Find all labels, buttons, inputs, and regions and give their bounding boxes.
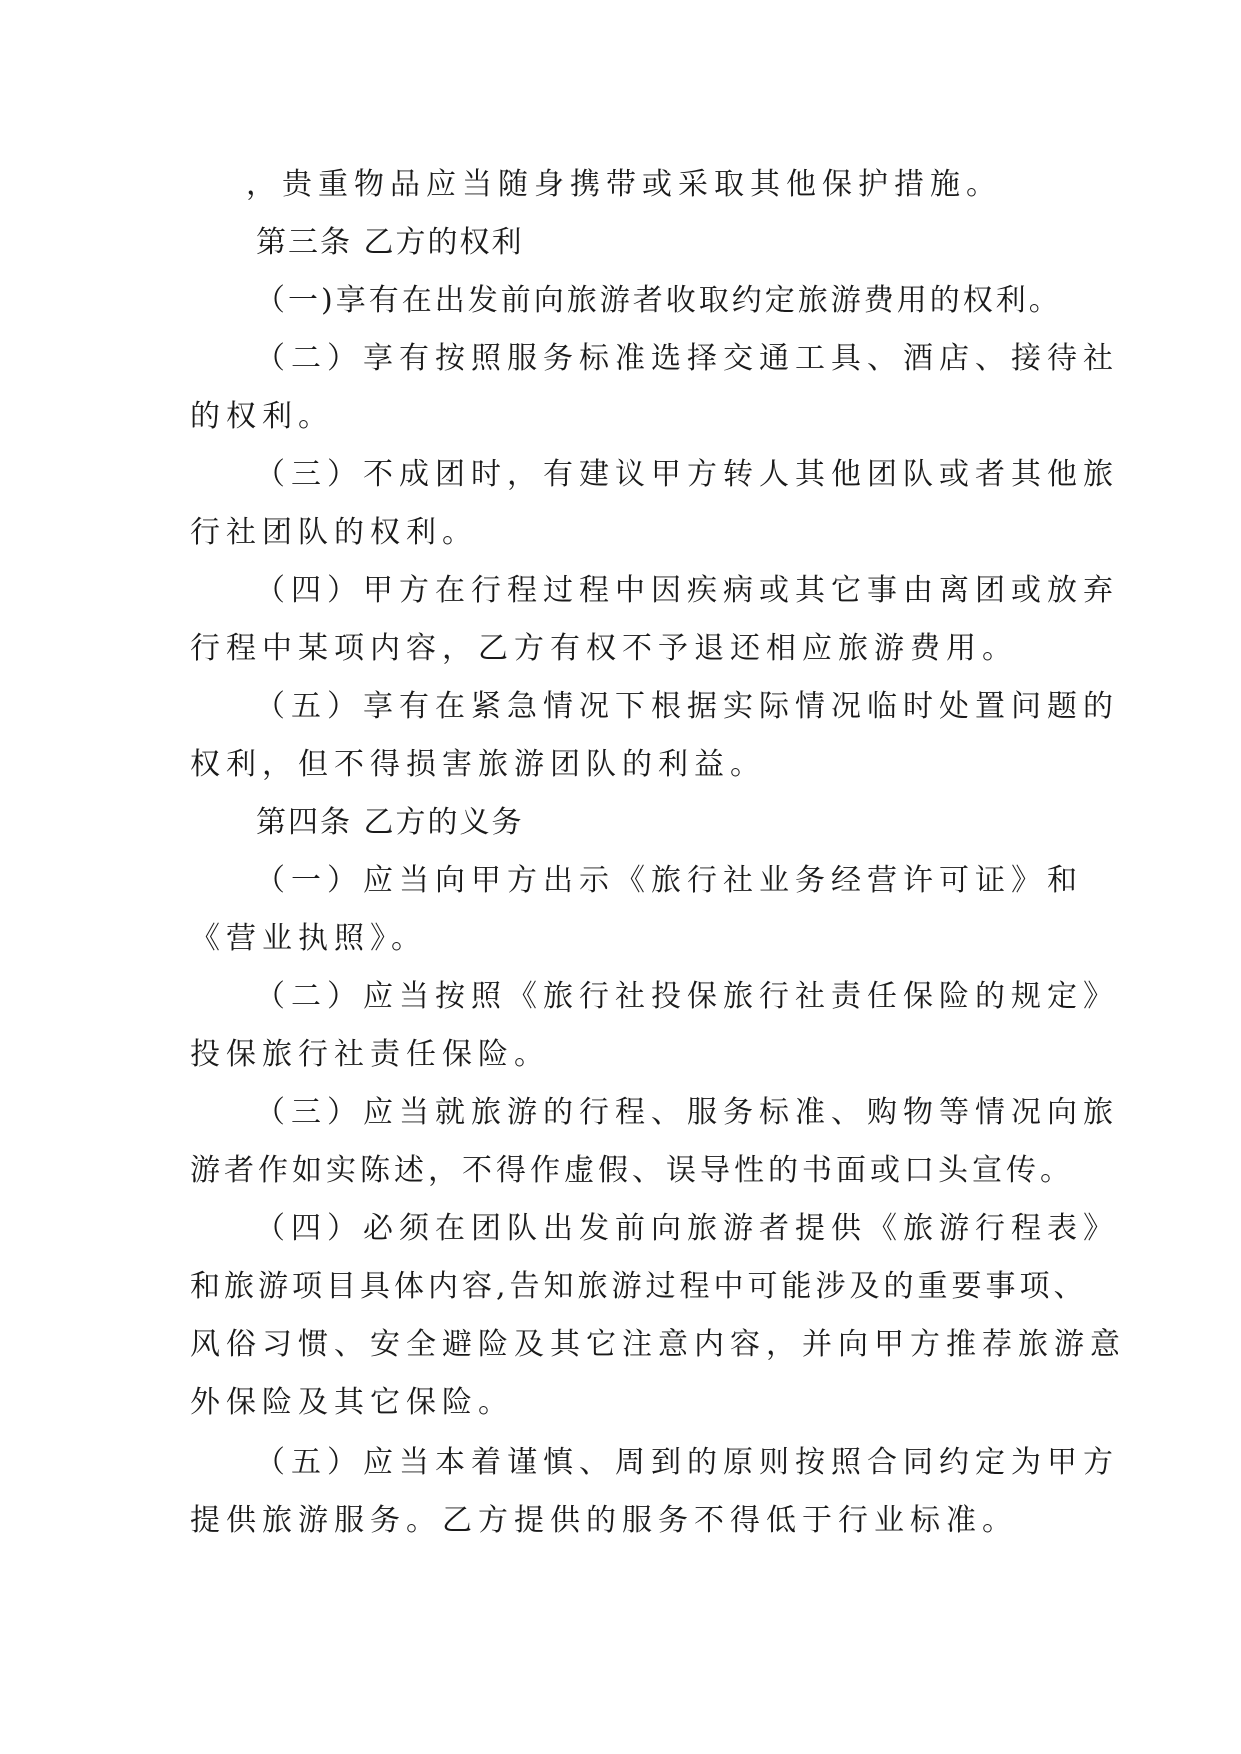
text-line: 《营业执照》。 (190, 921, 427, 956)
text-line: 风俗习惯、安全避险及其它注意内容，并向甲方推荐旅游意 (190, 1327, 1126, 1362)
text-line: 外保险及其它保险。 (190, 1385, 514, 1420)
text-line: 和旅游项目具体内容,告知旅游过程中可能涉及的重要事项、 (190, 1269, 1088, 1304)
text-line: （三）应当就旅游的行程、服务标准、购物等情况向旅 (255, 1095, 1119, 1130)
text-line: 的权利。 (190, 399, 334, 434)
text-line: （五）享有在紧急情况下根据实际情况临时处置问题的 (255, 689, 1119, 724)
section-heading-article-4: 第四条 乙方的义务 (256, 805, 524, 840)
text-line: 游者作如实陈述，不得作虚假、误导性的书面或口头宣传。 (190, 1153, 1074, 1188)
text-line: 权利，但不得损害旅游团队的利益。 (190, 747, 766, 782)
text-line: （五）应当本着谨慎、周到的原则按照合同约定为甲方 (255, 1445, 1119, 1480)
text-line: 行社团队的权利。 (190, 515, 478, 550)
text-line: （四）必须在团队出发前向旅游者提供《旅游行程表》 (255, 1211, 1119, 1246)
section-heading-article-3: 第三条 乙方的权利 (256, 225, 524, 260)
text-line: 行程中某项内容，乙方有权不予退还相应旅游费用。 (190, 631, 1018, 666)
text-line: （一)享有在出发前向旅游者收取约定旅游费用的权利。 (255, 283, 1062, 318)
text-line: （二）应当按照《旅行社投保旅行社责任保险的规定》 (255, 979, 1119, 1014)
text-line: （二）享有按照服务标准选择交通工具、酒店、接待社 (255, 341, 1119, 376)
text-line: ，贵重物品应当随身携带或采取其他保护措施。 (246, 167, 1002, 202)
text-line: 投保旅行社责任保险。 (190, 1037, 550, 1072)
text-line: （四）甲方在行程过程中因疾病或其它事由离团或放弃 (255, 573, 1119, 608)
text-line: 提供旅游服务。乙方提供的服务不得低于行业标准。 (190, 1503, 1018, 1538)
text-line: （三）不成团时，有建议甲方转人其他团队或者其他旅 (255, 457, 1119, 492)
text-line: （一）应当向甲方出示《旅行社业务经营许可证》和 (255, 863, 1083, 898)
